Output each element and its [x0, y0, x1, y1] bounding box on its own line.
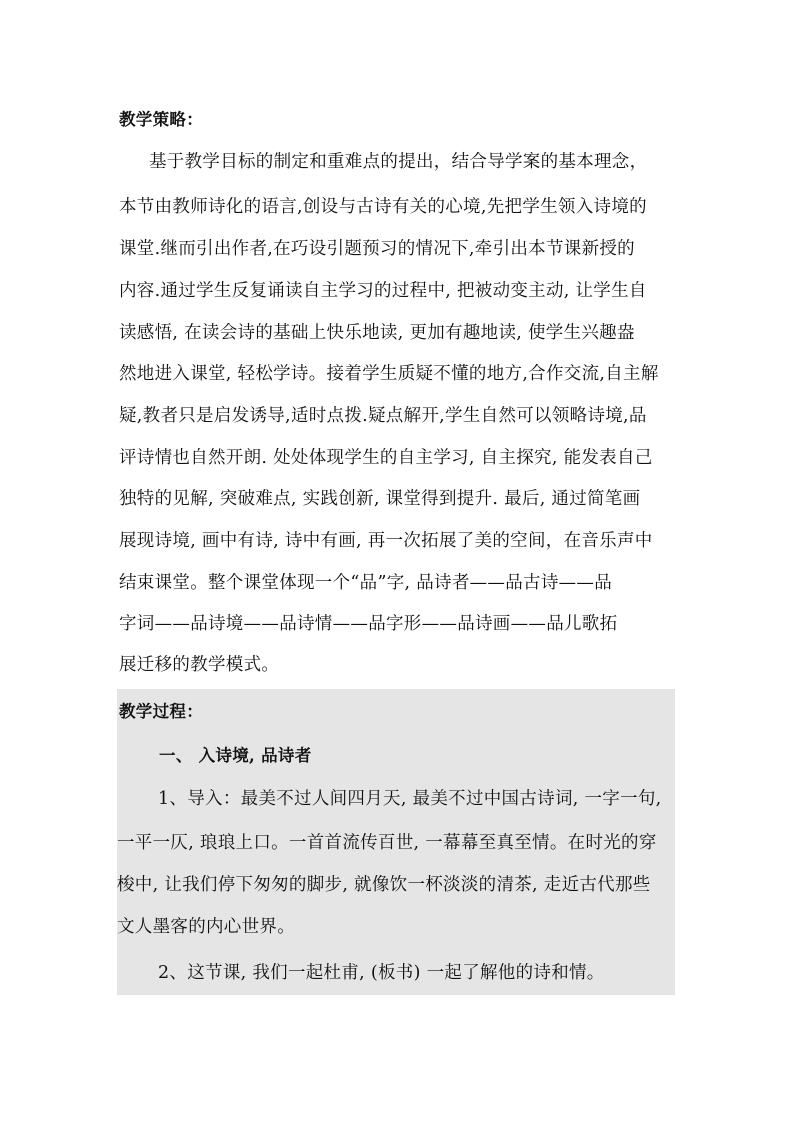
strategy-paragraph-line: 展现诗境, 画中有诗, 诗中有画, 再一次拓展了美的空间，在音乐声中 [119, 531, 653, 551]
process-paragraph-line: 2、这节课, 我们一起杜甫, (板书) 一起了解他的诗和情。 [158, 963, 605, 983]
strategy-paragraph-line: 疑,教者只是启发诱导,适时点拨.疑点解开,学生自然可以领略诗境,品 [119, 406, 647, 426]
process-paragraph-line: 文人墨客的内心世界。 [117, 917, 295, 937]
strategy-paragraph-line: 读感悟, 在读会诗的基础上快乐地读, 更加有趣地读, 使学生兴趣盎 [119, 323, 635, 343]
process-paragraph-line: 梭中, 让我们停下匆匆的脚步, 就像饮一杯淡淡的清茶, 走近古代那些 [117, 875, 651, 895]
strategy-paragraph-line: 然地进入课堂, 轻松学诗。接着学生质疑不懂的地方,合作交流,自主解 [119, 364, 659, 384]
strategy-paragraph-line: 独特的见解, 突破难点, 实践创新, 课堂得到提升. 最后, 通过简笔画 [119, 489, 641, 509]
process-heading: 教学过程： [119, 702, 203, 721]
strategy-paragraph-line: 结束课堂。整个课堂体现一个“品”字, 品诗者——品古诗——品 [119, 573, 613, 593]
strategy-paragraph-line: 字词——品诗境——品诗情——品字形——品诗画——品儿歌拓 [119, 614, 618, 634]
strategy-paragraph-line: 展迁移的教学模式。 [119, 655, 280, 675]
section-title-enter-poetry: 一、 入诗境, 品诗者 [159, 746, 312, 765]
strategy-paragraph-line: 课堂.继而引出作者,在巧设引题预习的情况下,牵引出本节课新授的 [119, 239, 635, 259]
strategy-heading: 教学策略： [119, 110, 203, 129]
strategy-paragraph-line: 基于教学目标的制定和重难点的提出，结合导学案的基本理念， [149, 152, 648, 172]
strategy-paragraph-line: 本节由教师诗化的语言,创设与古诗有关的心境,先把学生领入诗境的 [119, 197, 647, 217]
process-paragraph-line: 一平一仄, 琅琅上口。一首首流传百世, 一幕幕至真至情。在时光的穿 [117, 833, 657, 853]
strategy-paragraph-line: 内容.通过学生反复诵读自主学习的过程中, 把被动变主动, 让学生自 [119, 281, 647, 301]
strategy-paragraph-line: 评诗情也自然开朗. 处处体现学生的自主学习, 自主探究, 能发表自己 [119, 448, 653, 468]
process-paragraph-line: 1、导入：最美不过人间四月天, 最美不过中国古诗词, 一字一句, [158, 789, 662, 809]
